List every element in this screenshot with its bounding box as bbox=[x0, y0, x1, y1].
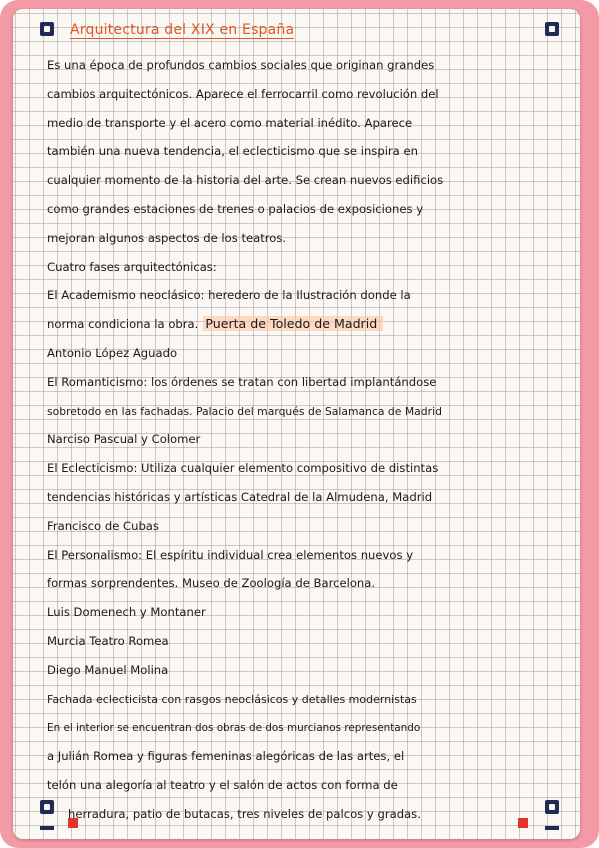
highlighted-work: Puerta de Toledo de Madrid bbox=[203, 316, 383, 331]
note-line: medio de transporte y el acero como material inédito. Aparece bbox=[47, 115, 413, 130]
note-line: también una nueva tendencia, el eclecticismo que se inspira en bbox=[47, 144, 418, 159]
note-line: telón una alegoría al teatro y el salón de actos con forma de bbox=[47, 777, 398, 792]
corner-marker-icon bbox=[545, 22, 559, 36]
note-line: El Personalismo: El espíritu individual crea elementos nuevos y bbox=[47, 547, 414, 562]
note-line: El Eclecticismo: Utiliza cualquier elemento compositivo de distintas bbox=[47, 461, 439, 476]
note-line: mejoran algunos aspectos de los teatros. bbox=[47, 230, 287, 245]
note-line: herradura, patio de butacas, tres niveles de palcos y gradas. bbox=[68, 806, 421, 821]
corner-marker-icon bbox=[40, 22, 54, 36]
handwritten-notes bbox=[46, 52, 561, 830]
note-line: a Julián Romea y figuras femeninas alegóricas de las artes, el bbox=[47, 749, 405, 764]
note-line: Cuatro fases arquitectónicas: bbox=[47, 259, 217, 274]
note-line: El Academismo neoclásico: heredero de la Ilustración donde la bbox=[47, 288, 411, 303]
note-line: Fachada eclecticista con rasgos neoclásicos y detalles modernistas bbox=[47, 692, 417, 706]
note-line: sobretodo en las fachadas. Palacio del marqués de Salamanca de Madrid bbox=[47, 404, 442, 418]
note-line: cualquier momento de la historia del arte. Se crean nuevos edificios bbox=[47, 173, 444, 188]
note-line: Luis Domenech y Montaner bbox=[47, 605, 206, 620]
note-line: como grandes estaciones de trenes o palacios de exposiciones y bbox=[47, 201, 424, 216]
note-line: formas sorprendentes. Museo de Zoología de Barcelona. bbox=[47, 576, 376, 591]
note-line: El Romanticismo: los órdenes se tratan con libertad implantándose bbox=[47, 374, 437, 389]
note-line: Antonio López Aguado bbox=[47, 345, 178, 360]
note-line: Diego Manuel Molina bbox=[47, 662, 169, 677]
note-line: Murcia Teatro Romea bbox=[47, 633, 169, 648]
note-line: Es una época de profundos cambios sociales que originan grandes bbox=[47, 58, 435, 72]
note-line: cambios arquitectónicos. Aparece el ferrocarril como revolución del bbox=[47, 86, 439, 101]
note-line: Francisco de Cubas bbox=[47, 518, 159, 533]
page-title: Arquitectura del XIX en España bbox=[70, 22, 295, 38]
note-line: tendencias históricas y artísticas Catedral de la Almudena, Madrid bbox=[47, 489, 433, 504]
note-line: Narciso Pascual y Colomer bbox=[47, 432, 201, 447]
note-line: En el interior se encuentran dos obras de dos murcianos representando bbox=[47, 722, 421, 735]
note-line: norma condiciona la obra. Puerta de Toledo de Madrid bbox=[46, 311, 561, 340]
